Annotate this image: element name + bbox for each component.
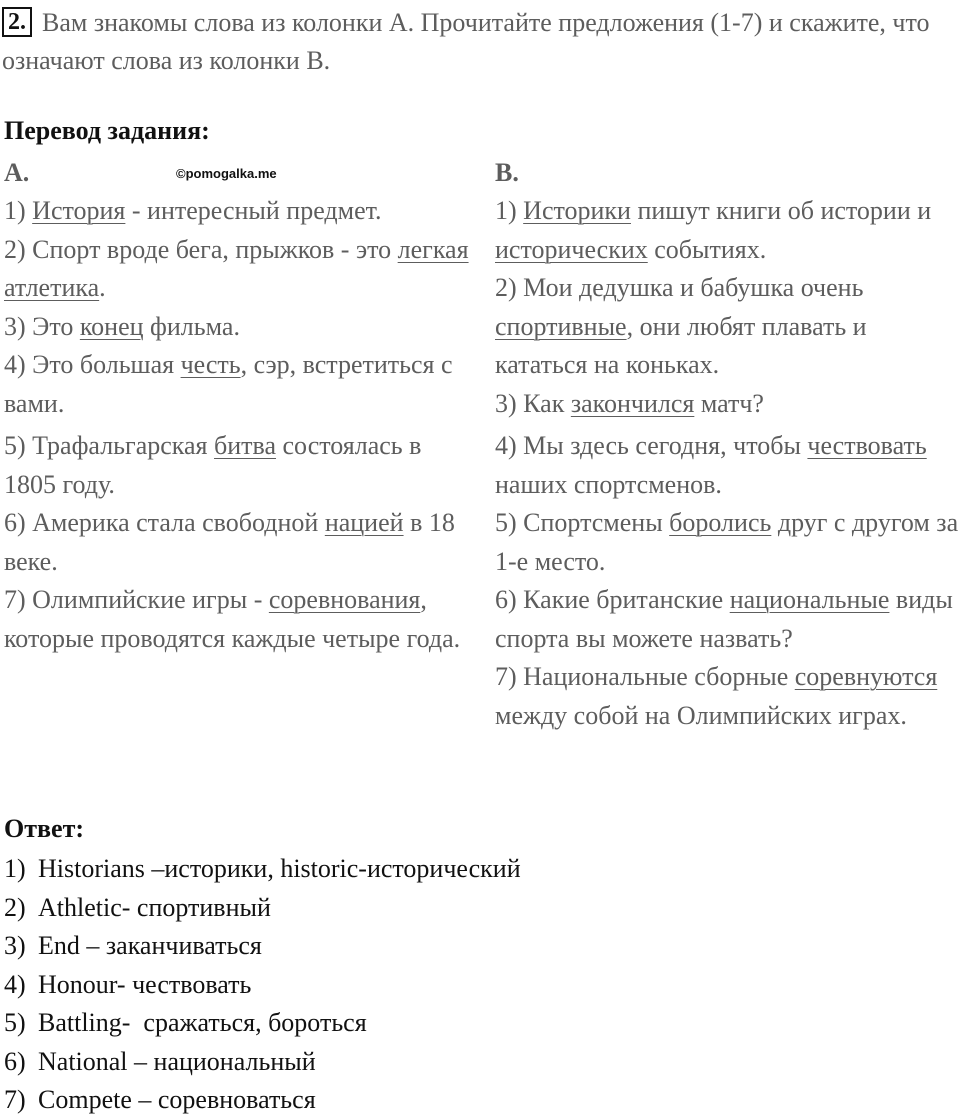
task-header — [2, 4, 952, 80]
translation-heading: Перевод задания: — [4, 116, 210, 145]
column-b — [495, 154, 960, 735]
answer-item: 5) Battling- сражаться, бороться — [4, 1008, 367, 1037]
column-b-item: 1) Историки пишут книги об истории и исторических событиях. — [495, 196, 932, 264]
column-a-heading: A. — [4, 158, 30, 187]
answer-item: 3) End – заканчиваться — [4, 931, 262, 960]
column-b-item: 3) Как закончился матч? — [495, 388, 764, 418]
column-b-heading: B. — [495, 158, 519, 187]
answer-list — [4, 850, 521, 1120]
column-a — [4, 154, 474, 658]
column-b-item: 7) Национальные сборные соревнуются между собой на Олимпийских играх. — [495, 662, 938, 730]
task-text: Вам знакомы слова из колонки А. Прочитайте предложения (1-7) и скажите, что означают слова из колонки В. — [2, 8, 930, 75]
answer-item: 1) Historians –историки, historic-исторический — [4, 854, 521, 883]
column-a-item: 5) Трафальгарская битва состоялась в 1805 году. — [4, 431, 422, 499]
column-b-item: 2) Мои дедушка и бабушка очень спортивные, они любят плавать и кататься на коньках. — [495, 273, 867, 379]
column-a-item: 6) Америка стала свободной нацией в 18 веке. — [4, 508, 455, 576]
column-b-item: 6) Какие британские национальные виды спорта вы можете назвать? — [495, 585, 953, 653]
answer-item: 7) Compete – соревноваться — [4, 1085, 316, 1114]
column-a-item: 7) Олимпийские игры - соревнования, которые проводятся каждые четыре года. — [4, 585, 461, 653]
column-a-item: 2) Спорт вроде бега, прыжков - это легкая атлетика. — [4, 234, 469, 302]
answer-item: 4) Honour- чествовать — [4, 969, 252, 999]
answer-item: 2) Athletic- спортивный — [4, 892, 271, 922]
column-a-item: 1) История - интересный предмет. — [4, 196, 382, 225]
column-a-item: 4) Это большая честь, сэр, встретиться с вами. — [4, 350, 453, 418]
task-number: 2. — [2, 7, 32, 37]
column-b-item: 5) Спортсмены боролись друг с другом за 1-е место. — [495, 508, 959, 576]
watermark: ©pomogalka.me — [176, 166, 277, 181]
answer-item: 6) National – национальный — [4, 1046, 316, 1076]
answer-heading: Ответ: — [4, 814, 85, 843]
column-b-item: 4) Мы здесь сегодня, чтобы чествовать наших спортсменов. — [495, 431, 927, 499]
column-a-item: 3) Это конец фильма. — [4, 311, 240, 341]
